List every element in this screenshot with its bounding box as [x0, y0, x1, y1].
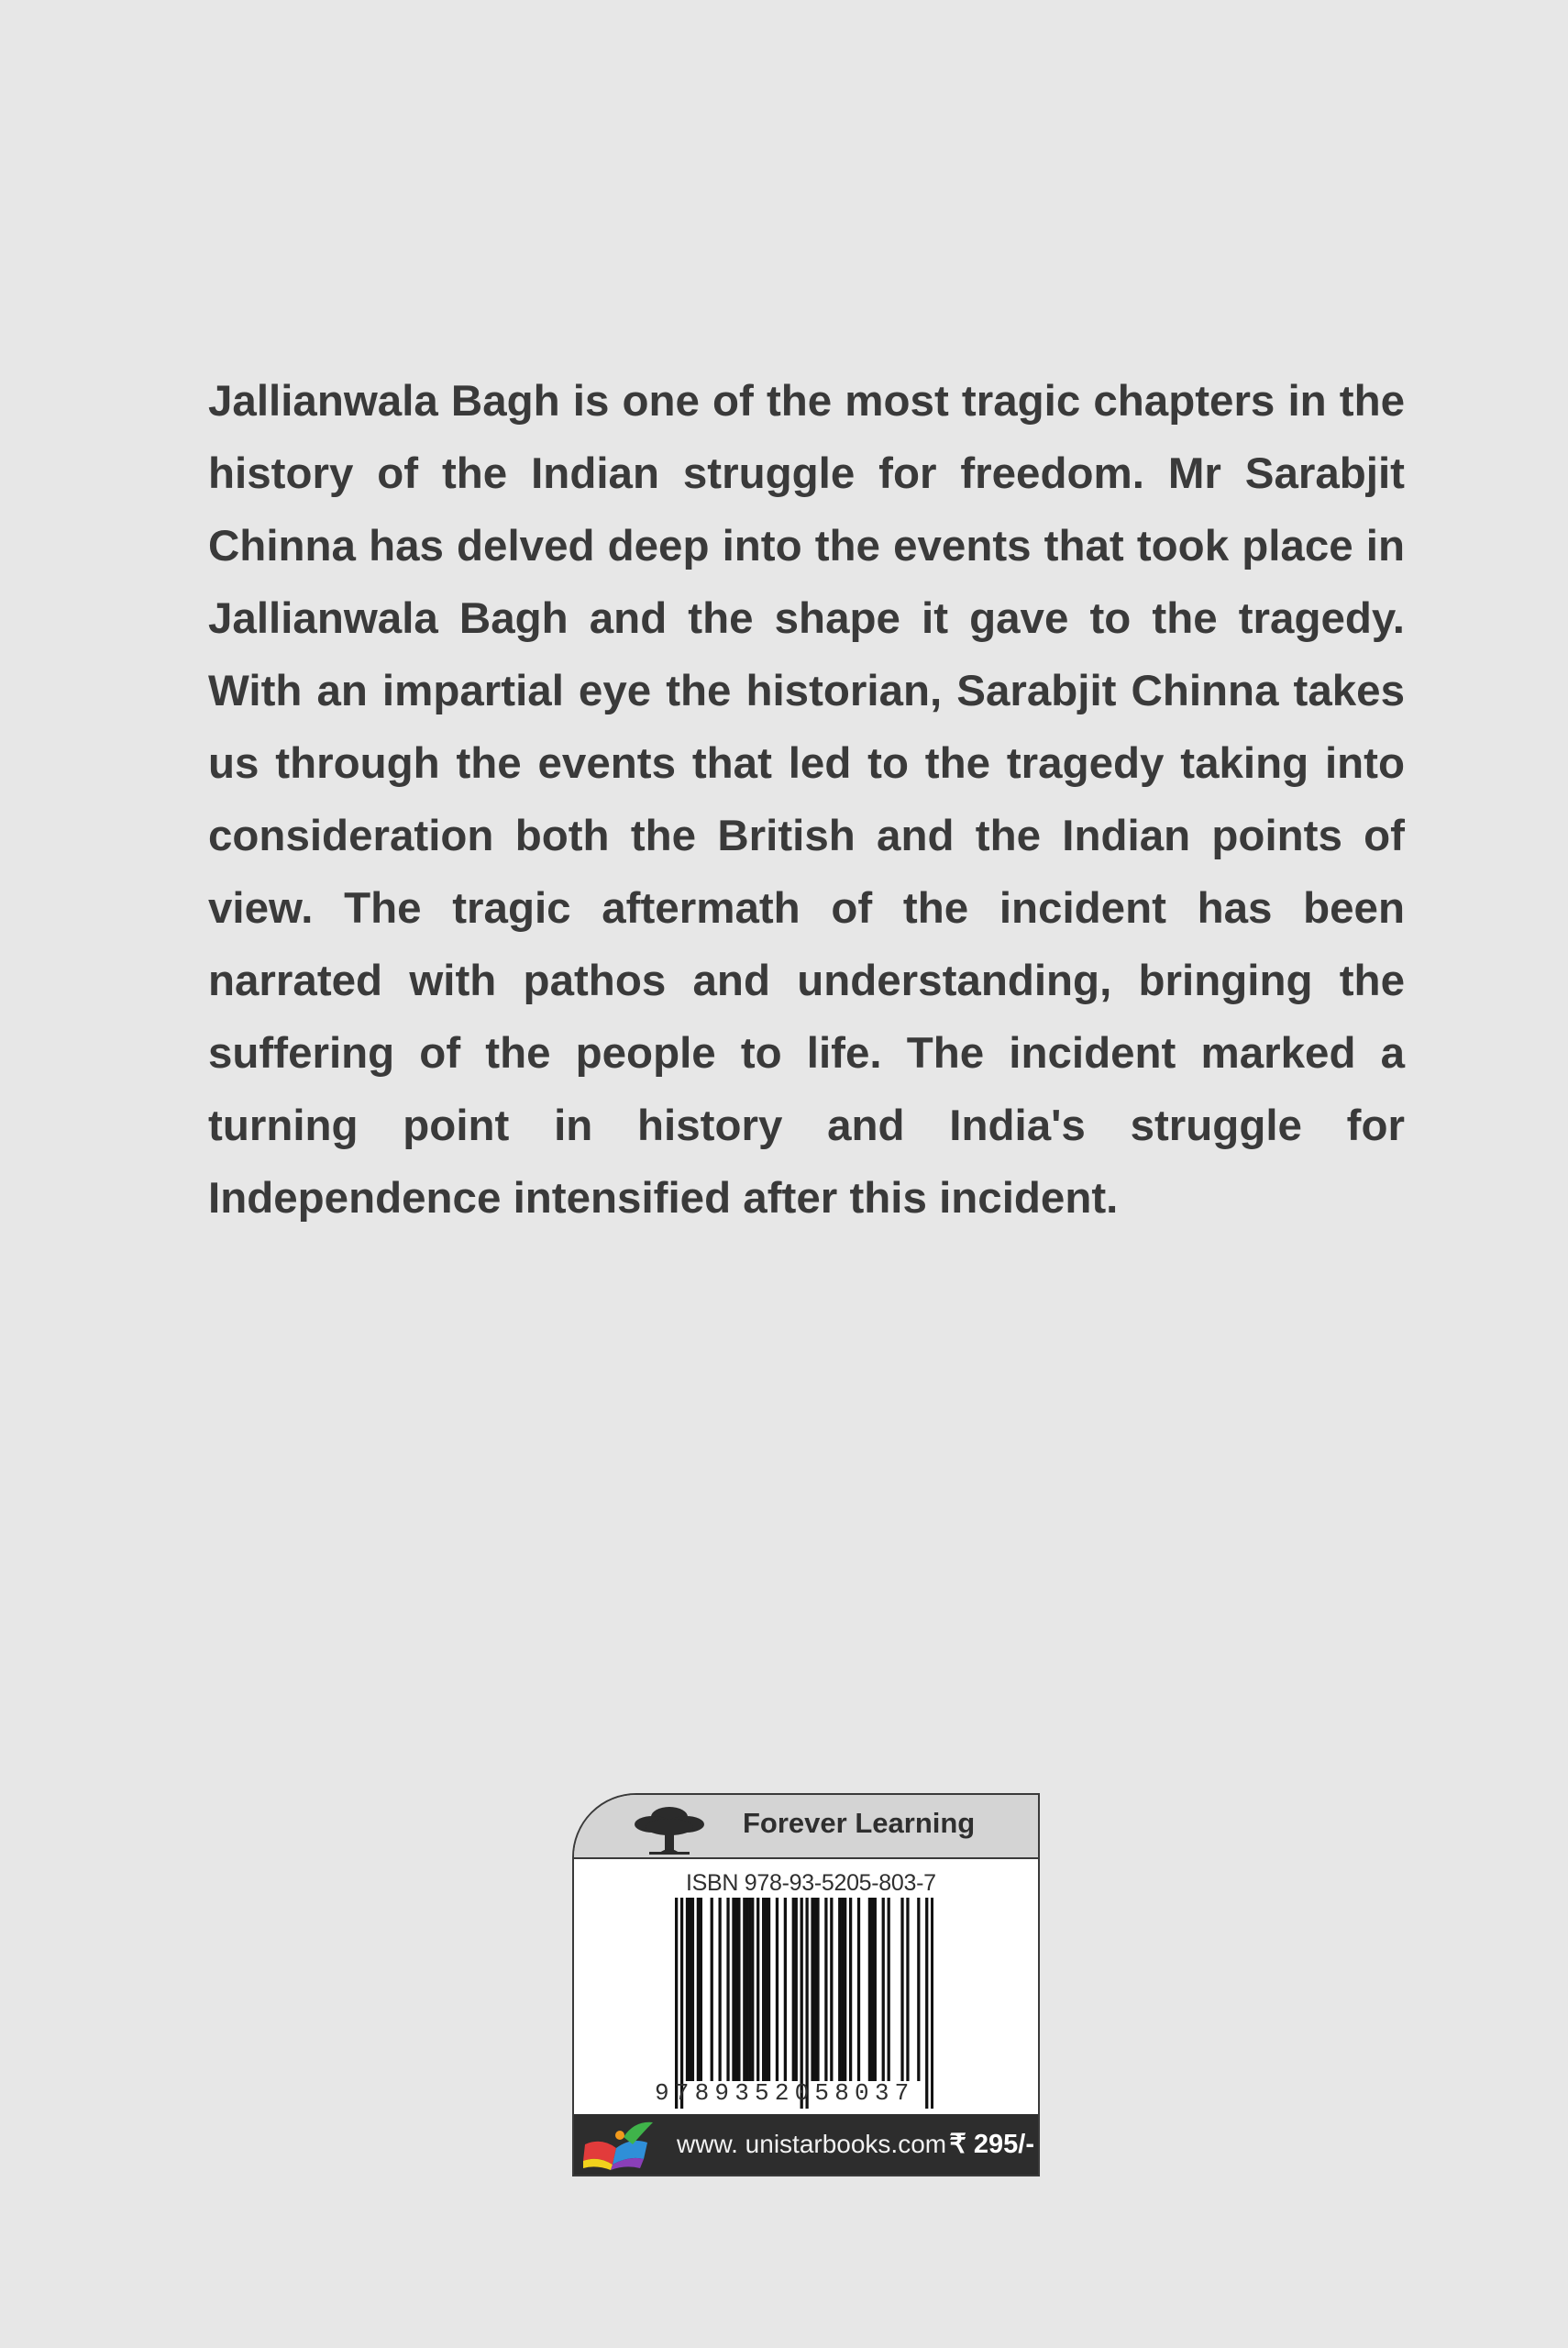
barcode-bar: [718, 1898, 721, 2081]
barcode-bar: [811, 1898, 813, 2081]
barcode-bar: [711, 1898, 713, 2081]
back-cover-blurb: Jallianwala Bagh is one of the most tragic chapters in the history of the Indian struggle for freedom. Mr Sarabjit Chinna has delved deep into the events that took place in Jallianwala Bagh and the shape it gave to the tragedy. With an impartial eye the historian, Sarabjit Chinna takes us through the events that led to the tragedy taking into consideration both the British and the Indian points of view. The tragic aftermath of the incident has been narrated with pathos and understanding, bringing the suffering of the people to life. The incident marked a turning point in history and India's struggle for Independence intensified after this incident.: [208, 377, 1405, 1223]
barcode-bar: [801, 1898, 803, 2109]
barcode-bar: [784, 1898, 787, 2081]
barcode-panel: [572, 1793, 1040, 2176]
barcode-bar: [737, 1898, 740, 2081]
barcode-bar: [906, 1898, 909, 2081]
barcode-bar: [762, 1898, 765, 2081]
barcode-bars: [675, 1898, 933, 2109]
barcode-bar: [844, 1898, 846, 2081]
barcode-bar: [745, 1898, 748, 2081]
barcode-bar: [697, 1898, 700, 2081]
barcode-bar: [680, 1898, 683, 2109]
barcode-bar: [726, 1898, 729, 2081]
barcode-bar: [882, 1898, 885, 2081]
barcode-bar: [689, 1898, 691, 2081]
panel-header: [574, 1795, 1038, 1859]
barcode-bar: [792, 1898, 795, 2081]
barcode-bar: [734, 1898, 737, 2081]
barcode-bar: [888, 1898, 890, 2081]
barcode-bar: [805, 1898, 808, 2109]
barcode-bar: [776, 1898, 778, 2081]
barcode-bar: [931, 1898, 933, 2109]
barcode-bar: [686, 1898, 689, 2081]
barcode-bar: [838, 1898, 841, 2081]
barcode-bar: [732, 1898, 734, 2081]
barcode-bar: [765, 1898, 767, 2081]
barcode-bar: [691, 1898, 694, 2081]
barcode-bar: [830, 1898, 833, 2081]
barcode-bar: [874, 1898, 877, 2081]
barcode-bar: [871, 1898, 874, 2081]
barcode-bar: [841, 1898, 844, 2081]
barcode-bar: [824, 1898, 827, 2081]
publisher-tagline: Forever Learning: [743, 1807, 976, 1839]
barcode-bar: [868, 1898, 871, 2081]
price-label: ₹ 295/-: [949, 2130, 1034, 2159]
barcode-bar: [751, 1898, 754, 2081]
barcode-bar: [743, 1898, 745, 2081]
barcode-bar: [767, 1898, 770, 2081]
barcode-bar: [857, 1898, 860, 2081]
barcode-digits: 9789352058037: [655, 2079, 915, 2107]
panel-footer: [574, 2114, 1038, 2175]
barcode-bar: [816, 1898, 819, 2081]
barcode-bar: [756, 1898, 759, 2081]
barcode-bar: [900, 1898, 903, 2081]
publisher-website: www. unistarbooks.com: [677, 2130, 947, 2158]
barcode-bar: [675, 1898, 678, 2109]
barcode-bar: [700, 1898, 702, 2081]
barcode-bar: [795, 1898, 798, 2081]
barcode-bar: [849, 1898, 852, 2081]
tree-icon: [631, 1802, 708, 1855]
barcode-bar: [917, 1898, 920, 2081]
barcode-bar: [813, 1898, 816, 2081]
barcode-bar: [925, 1898, 928, 2109]
isbn-label: ISBN 978-93-5205-803-7: [686, 1870, 936, 1896]
barcode-bar: [748, 1898, 751, 2081]
book-logo-icon: [580, 2117, 657, 2172]
